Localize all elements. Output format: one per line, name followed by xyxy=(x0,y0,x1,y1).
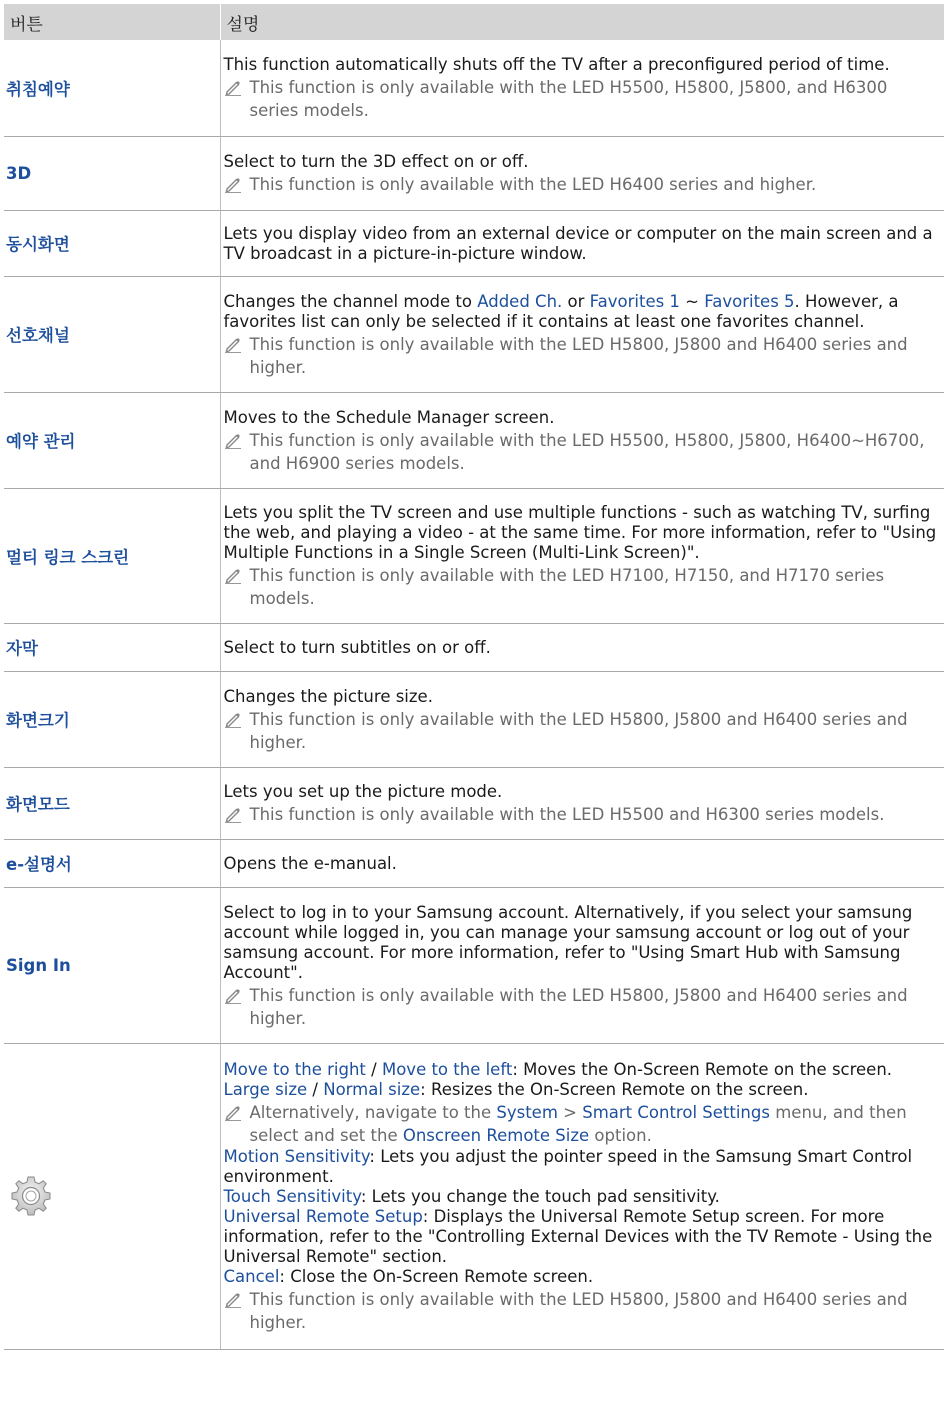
desc-part: : Resizes the On-Screen Remote on the screen. xyxy=(420,1080,809,1099)
desc-part: > xyxy=(557,1103,583,1122)
button-name: Sign In xyxy=(4,887,220,1043)
motion-line xyxy=(224,1147,941,1187)
pencil-icon xyxy=(224,1103,242,1121)
description xyxy=(220,488,944,623)
button-name: 자막 xyxy=(4,623,220,671)
table-row xyxy=(4,488,944,623)
description xyxy=(220,623,944,671)
settings-button-cell xyxy=(4,1043,220,1349)
gear-icon[interactable] xyxy=(8,1173,54,1219)
button-name: 3D xyxy=(4,136,220,210)
table-row xyxy=(4,671,944,767)
description xyxy=(220,887,944,1043)
description-text: Select to turn the 3D effect on or off. xyxy=(223,152,529,171)
desc-part: menu, and then select and set the xyxy=(249,1103,907,1145)
desc-part: Changes the channel mode to xyxy=(223,291,478,311)
button-name: 취침예약 xyxy=(4,40,220,136)
desc-part: ~ xyxy=(679,291,705,311)
description xyxy=(220,276,944,392)
description-text: Select to turn subtitles on or off. xyxy=(223,638,491,657)
button-name: 화면모드 xyxy=(4,767,220,839)
note xyxy=(224,984,941,1030)
table-row xyxy=(4,276,944,392)
description xyxy=(220,136,944,210)
desc-part: / xyxy=(307,1080,324,1099)
note-text: This function is only available with the LED H7100, H7150, and H7170 series models. xyxy=(249,566,885,608)
button-name: 동시화면 xyxy=(4,210,220,276)
smart-control-settings-link[interactable]: Smart Control Settings xyxy=(582,1103,770,1122)
favorites-5-link[interactable]: Favorites 5 xyxy=(704,291,795,311)
touch-line xyxy=(224,1187,941,1207)
description-text: Lets you split the TV screen and use multiple functions - such as watching TV, surfing the web, and playing a video - at the same time. For more information, refer to "Using Multiple Functions in a Single Screen (Multi-Link Screen)". xyxy=(223,503,937,562)
desc-part: : Lets you adjust the pointer speed in the Samsung Smart Control environment. xyxy=(223,1147,913,1186)
note-text: This function is only available with the LED H5500, H5800, J5800, and H6300 series models. xyxy=(249,78,888,121)
motion-sensitivity-link[interactable]: Motion Sensitivity xyxy=(223,1147,370,1166)
onscreen-remote-size-link[interactable]: Onscreen Remote Size xyxy=(402,1126,590,1145)
header-button: 버튼 xyxy=(4,4,220,40)
note-text: This function is only available with the LED H5800, J5800 and H6400 series and higher. xyxy=(249,334,908,377)
added-ch-link[interactable]: Added Ch. xyxy=(477,291,563,311)
note-text: This function is only available with the LED H5800, J5800 and H6400 series and higher. xyxy=(249,1290,908,1332)
pencil-icon xyxy=(224,805,242,823)
desc-part: : Displays the Universal Remote Setup screen. For more information, refer to the "Controlling External Devices with the TV Remote - Using the Universal Remote" section. xyxy=(223,1207,933,1266)
note xyxy=(224,333,941,379)
favorites-1-link[interactable]: Favorites 1 xyxy=(589,291,680,311)
move-line xyxy=(224,1060,941,1080)
table-row xyxy=(4,392,944,488)
desc-part: option. xyxy=(589,1126,652,1145)
touch-sensitivity-link[interactable]: Touch Sensitivity xyxy=(223,1187,361,1206)
table-row xyxy=(4,40,944,136)
pencil-icon xyxy=(224,1290,242,1308)
table-row xyxy=(4,887,944,1043)
system-link[interactable]: System xyxy=(496,1103,558,1122)
table-row xyxy=(4,136,944,210)
table-row xyxy=(4,767,944,839)
description-text: Opens the e-manual. xyxy=(223,854,397,873)
desc-part: or xyxy=(562,291,590,311)
description xyxy=(220,767,944,839)
table-row xyxy=(4,623,944,671)
desc-part: / xyxy=(365,1060,382,1079)
button-name: e-설명서 xyxy=(4,839,220,887)
desc-part: . However, a favorites list can only be selected if it contains at least one favorites channel. xyxy=(223,291,899,331)
button-name: 선호채널 xyxy=(4,276,220,392)
description-text: Changes the picture size. xyxy=(223,686,433,706)
size-line xyxy=(224,1080,941,1100)
universal-remote-setup-link[interactable]: Universal Remote Setup xyxy=(223,1207,423,1226)
note xyxy=(224,76,941,122)
pencil-icon xyxy=(224,175,242,193)
note-text: This function is only available with the LED H5800, J5800 and H6400 series and higher. xyxy=(249,709,908,752)
move-left-link[interactable]: Move to the left xyxy=(381,1060,513,1079)
note xyxy=(224,803,941,826)
large-size-link[interactable]: Large size xyxy=(223,1080,308,1099)
desc-part: : Moves the On-Screen Remote on the screen. xyxy=(512,1060,893,1079)
note xyxy=(224,173,941,196)
description xyxy=(220,392,944,488)
note-text: This function is only available with the LED H6400 series and higher. xyxy=(249,175,817,194)
cancel-line xyxy=(224,1267,941,1287)
note xyxy=(224,564,941,610)
normal-size-link[interactable]: Normal size xyxy=(323,1080,421,1099)
description-text: This function automatically shuts off the TV after a preconfigured period of time. xyxy=(223,55,890,75)
description-text: Lets you display video from an external device or computer on the main screen and a TV broadcast in a picture-in-picture window. xyxy=(223,224,933,263)
description-text: Select to log in to your Samsung account. Alternatively, if you select your samsung account while logged in, you can manage your samsung account or log out of your samsung account. For more information, refer to "Using Smart Hub with Samsung Account". xyxy=(223,902,913,982)
note-text: This function is only available with the LED H5500 and H6300 series models. xyxy=(249,805,885,824)
button-table xyxy=(4,4,944,1350)
note xyxy=(224,1288,941,1334)
description-text: Moves to the Schedule Manager screen. xyxy=(223,407,555,427)
pencil-icon xyxy=(224,78,242,96)
move-right-link[interactable]: Move to the right xyxy=(223,1060,366,1079)
pencil-icon xyxy=(224,566,242,584)
description xyxy=(220,210,944,276)
table-header xyxy=(4,4,944,40)
note xyxy=(224,1101,941,1147)
button-name: 예약 관리 xyxy=(4,392,220,488)
button-name: 멀티 링크 스크린 xyxy=(4,488,220,623)
desc-part: : Lets you change the touch pad sensitivity. xyxy=(360,1187,720,1206)
cancel-link[interactable]: Cancel xyxy=(223,1267,280,1286)
table-row xyxy=(4,839,944,887)
description xyxy=(220,1043,944,1349)
description xyxy=(220,671,944,767)
desc-part: Alternatively, navigate to the xyxy=(249,1103,497,1122)
note-text: This function is only available with the LED H5800, J5800 and H6400 series and higher. xyxy=(249,985,908,1028)
header-description: 설명 xyxy=(220,4,944,40)
table-row xyxy=(4,210,944,276)
note-text: This function is only available with the LED H5500, H5800, J5800, H6400~H6700, and H6900 series models. xyxy=(249,430,925,473)
pencil-icon xyxy=(224,710,242,728)
description xyxy=(220,40,944,136)
description xyxy=(220,839,944,887)
desc-part: : Close the On-Screen Remote screen. xyxy=(279,1267,594,1286)
pencil-icon xyxy=(224,335,242,353)
pencil-icon xyxy=(224,431,242,449)
note xyxy=(224,429,941,475)
description-text xyxy=(224,292,941,332)
table-row xyxy=(4,1043,944,1349)
universal-line xyxy=(224,1207,941,1267)
note xyxy=(224,708,941,754)
description-text: Lets you set up the picture mode. xyxy=(223,782,503,801)
button-name: 화면크기 xyxy=(4,671,220,767)
pencil-icon xyxy=(224,986,242,1004)
